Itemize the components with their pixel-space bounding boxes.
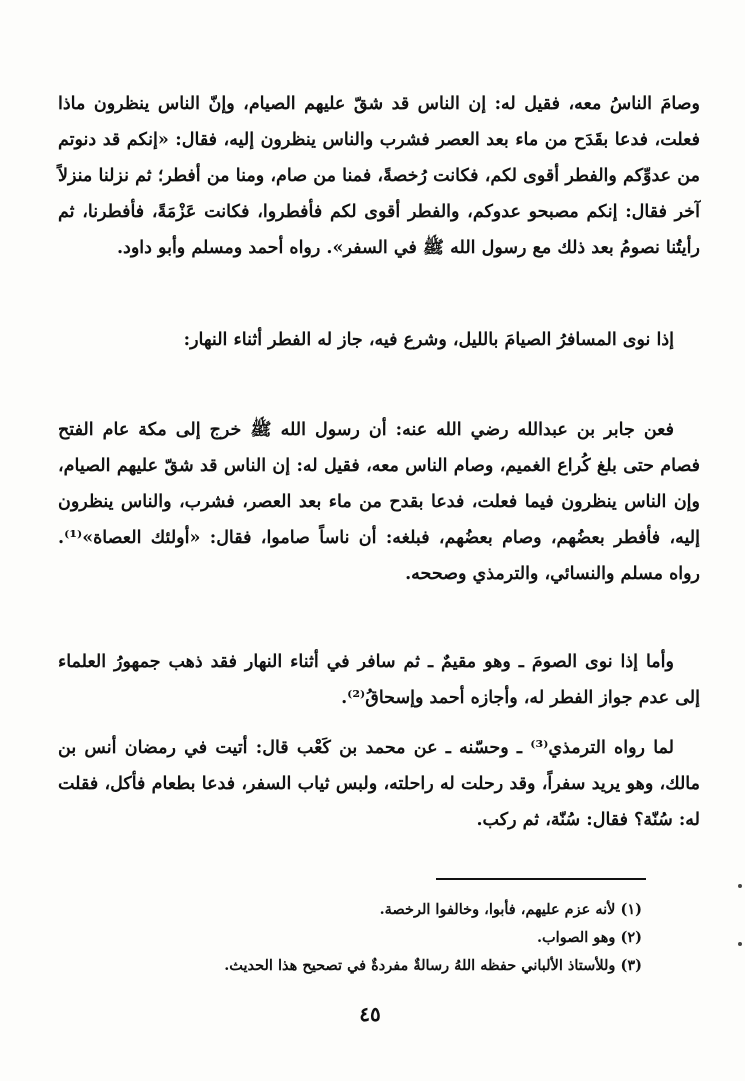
scan-speck <box>738 884 742 888</box>
paragraph-text: فعن جابر بن عبدالله رضي الله عنه: أن رسول الله ﷺ خرج إلى مكة عام الفتح فصام حتى بلغ كُراع الغميم، وصام الناس معه، فقيل له: إن الناس قد شقّ عليهم الصيام، وإن الناس ينظرون فيما فعلت، فدعا بقدح من ماء بعد العصر، فشرب، والناس ينظرون إليه، فأفطر بعضُهم، وصام بعضُهم، فبلغه: أن ناساً صاموا، فقال: «أولئك العصاة»⁽¹⁾. رواه مسلم والنسائي، والترمذي وصححه. <box>58 420 700 584</box>
footnote-3: (٣) وللأستاذ الألباني حفظه اللهُ رسالةٌ مفردةٌ في تصحيح هذا الحديث. <box>224 957 642 974</box>
footnote-1: (١) لأنه عزم عليهم، فأبوا، وخالفوا الرخصة. <box>379 901 642 918</box>
paragraph-tirmidhi-narration <box>58 730 700 838</box>
paragraph-jabir-hadith <box>58 412 700 592</box>
footnotes <box>120 896 642 980</box>
paragraph-hadith-continuation <box>58 86 700 266</box>
paragraph-text: لما رواه الترمذي⁽³⁾ ـ وحسّنه ـ عن محمد بن كَعْب قال: أتيت في رمضان أنس بن مالك، وهو يريد سفراً، وقد رحلت له راحلته، ولبس ثياب السفر، فدعا بطعام فأكل، فقلت له: سُنّة؟ فقال: سُنّة، ثم ركب. <box>58 738 700 830</box>
footnote-divider <box>436 878 646 880</box>
footnote-2: (٢) وهو الصواب. <box>536 929 642 946</box>
paragraph-text: وأما إذا نوى الصومَ ـ وهو مقيمٌ ـ ثم سافر في أثناء النهار فقد ذهب جمهورُ العلماء إلى عدم جواز الفطر له، وأجازه أحمد وإسحاقُ⁽²⁾. <box>58 652 700 708</box>
paragraph-text: إذا نوى المسافرُ الصيامَ بالليل، وشرع فيه، جاز له الفطر أثناء النهار: <box>183 330 674 350</box>
paragraph-resident-fasting <box>58 644 700 716</box>
section-heading-paragraph <box>58 322 700 358</box>
scan-speck <box>738 942 742 946</box>
paragraph-text: وصامَ الناسُ معه، فقيل له: إن الناس قد شقّ عليهم الصيام، وإنّ الناس ينظرون ماذا فعلت، فدعا بقَدَح من ماء بعد العصر فشرب والناس ينظرون إليه، فقال: «إنكم قد دنوتم من عدوِّكم والفطر أقوى لكم، فكانت رُخصةً، فمنا من صام، ومنا من أفطر؛ ثم نزلنا منزلاً آخر فقال: إنكم مصبحو عدوكم، والفطر أقوى لكم فأفطروا، فكانت عَزْمَةً، فأفطرنا، ثم رأيتُنا نصومُ بعد ذلك مع رسول الله ﷺ في السفر». رواه أحمد ومسلم وأبو داود. <box>58 94 700 258</box>
page-number: ٤٥ <box>359 1002 381 1026</box>
